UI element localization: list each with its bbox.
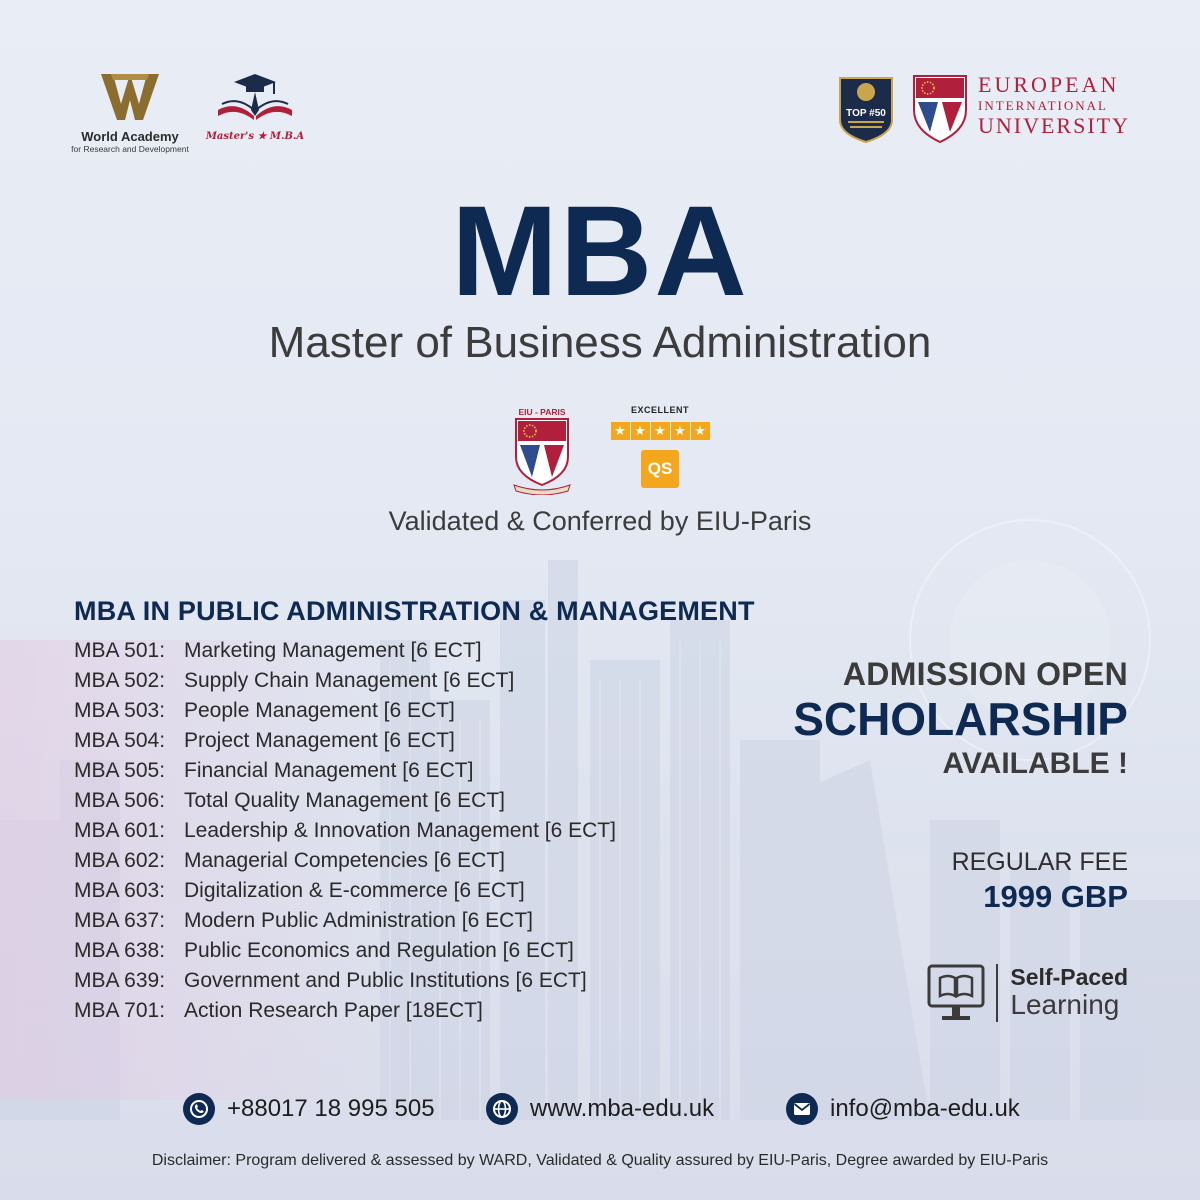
- course-code: MBA 638:: [74, 939, 166, 962]
- validation-statement: Validated & Conferred by EIU-Paris: [388, 506, 812, 536]
- course-name: Public Economics and Regulation [6 ECT]: [184, 939, 574, 962]
- course-item: [74, 936, 616, 966]
- page-subtitle: Master of Business Administration: [268, 318, 932, 367]
- course-item: [74, 786, 616, 816]
- eiu-name-line3: UNIVERSITY: [978, 113, 1130, 138]
- course-item: [74, 636, 616, 666]
- course-name: People Management [6 ECT]: [184, 699, 455, 722]
- course-item: [74, 816, 616, 846]
- course-name: Modern Public Administration [6 ECT]: [184, 909, 533, 932]
- course-code: MBA 637:: [74, 909, 166, 932]
- eiu-crest-icon: [910, 72, 970, 146]
- course-item: [74, 906, 616, 936]
- star-icon: ★: [651, 422, 670, 440]
- computer-book-icon: [926, 962, 986, 1024]
- course-code: MBA 502:: [74, 669, 166, 692]
- course-code: MBA 701:: [74, 999, 166, 1022]
- masters-mba-logo: [205, 70, 305, 142]
- course-code: MBA 601:: [74, 819, 166, 842]
- course-code: MBA 506:: [74, 789, 166, 812]
- website-contact[interactable]: [486, 1093, 714, 1125]
- self-paced-learning: [926, 962, 1128, 1024]
- course-name: Managerial Competencies [6 ECT]: [184, 849, 505, 872]
- phone-number[interactable]: +88017 18 995 505: [227, 1095, 435, 1122]
- world-academy-w-icon: [97, 72, 163, 122]
- masters-mba-name: Master's ★ M.B.A: [205, 131, 305, 142]
- course-item: [74, 846, 616, 876]
- star-icon: ★: [611, 422, 630, 440]
- course-code: MBA 505:: [74, 759, 166, 782]
- top50-badge-icon: [836, 74, 896, 144]
- course-name: Government and Public Institutions [6 ECT]: [184, 969, 587, 992]
- eiu-name-line2: INTERNATIONAL: [978, 98, 1108, 113]
- admission-callout: [793, 656, 1128, 781]
- email-contact[interactable]: [786, 1093, 1020, 1125]
- program-title: MBA IN PUBLIC ADMINISTRATION & MANAGEMENT: [74, 596, 755, 626]
- scholarship-text: SCHOLARSHIP: [793, 693, 1128, 745]
- star-rating: [606, 422, 714, 440]
- course-code: MBA 501:: [74, 639, 166, 662]
- world-academy-name: World Academy: [81, 129, 179, 144]
- divider: [996, 964, 998, 1022]
- page-title: MBA: [451, 180, 749, 323]
- star-icon: ★: [691, 422, 710, 440]
- course-name: Total Quality Management [6 ECT]: [184, 789, 505, 812]
- course-name: Supply Chain Management [6 ECT]: [184, 669, 515, 692]
- qs-rating-badge: [606, 405, 714, 488]
- course-name: Digitalization & E-commerce [6 ECT]: [184, 879, 525, 902]
- available-text: AVAILABLE !: [942, 747, 1128, 781]
- course-item: [74, 756, 616, 786]
- qs-rating-label: EXCELLENT: [630, 405, 689, 415]
- phone-contact[interactable]: [183, 1093, 435, 1125]
- eiu-paris-crest-icon: [510, 405, 574, 495]
- website-link[interactable]: www.mba-edu.uk: [530, 1095, 715, 1122]
- star-icon: ★: [671, 422, 690, 440]
- fee-value: 1999 GBP: [983, 879, 1128, 914]
- disclaimer: Disclaimer: Program delivered & assessed by WARD, Validated & Quality assured by EIU-Paris, Degree awarded by EIU-Paris: [151, 1152, 1049, 1169]
- world-academy-logo: [70, 72, 190, 154]
- email-address[interactable]: info@mba-edu.uk: [830, 1095, 1020, 1122]
- crest-label: EIU - PARIS: [518, 407, 566, 417]
- qs-logo: QS: [641, 450, 679, 488]
- graduation-book-icon: [210, 70, 300, 126]
- eiu-logo: [910, 72, 1140, 146]
- course-code: MBA 639:: [74, 969, 166, 992]
- course-name: Action Research Paper [18ECT]: [184, 999, 483, 1022]
- course-item: [74, 996, 616, 1026]
- course-item: [74, 966, 616, 996]
- globe-icon: [486, 1093, 518, 1125]
- course-code: MBA 603:: [74, 879, 166, 902]
- course-item: [74, 696, 616, 726]
- course-item: [74, 876, 616, 906]
- whatsapp-icon: [183, 1093, 215, 1125]
- course-item: [74, 726, 616, 756]
- course-list: [74, 636, 616, 1026]
- course-item: [74, 666, 616, 696]
- admission-open-text: ADMISSION OPEN: [842, 656, 1128, 692]
- course-code: MBA 504:: [74, 729, 166, 752]
- learning-label: Learning: [1010, 989, 1120, 1021]
- course-name: Leadership & Innovation Management [6 ECT]: [184, 819, 616, 842]
- fee-block: [952, 848, 1128, 915]
- eiu-name-line1: EUROPEAN: [978, 72, 1120, 97]
- email-icon: [786, 1093, 818, 1125]
- star-icon: ★: [631, 422, 650, 440]
- fee-label: REGULAR FEE: [951, 848, 1128, 876]
- world-academy-subtitle: for Research and Development: [71, 144, 189, 154]
- course-code: MBA 602:: [74, 849, 166, 872]
- self-paced-label: Self-Paced: [1010, 963, 1128, 990]
- course-name: Project Management [6 ECT]: [184, 729, 455, 752]
- course-code: MBA 503:: [74, 699, 166, 722]
- course-name: Marketing Management [6 ECT]: [184, 639, 482, 662]
- course-name: Financial Management [6 ECT]: [184, 759, 474, 782]
- top50-text: TOP #50: [846, 108, 886, 119]
